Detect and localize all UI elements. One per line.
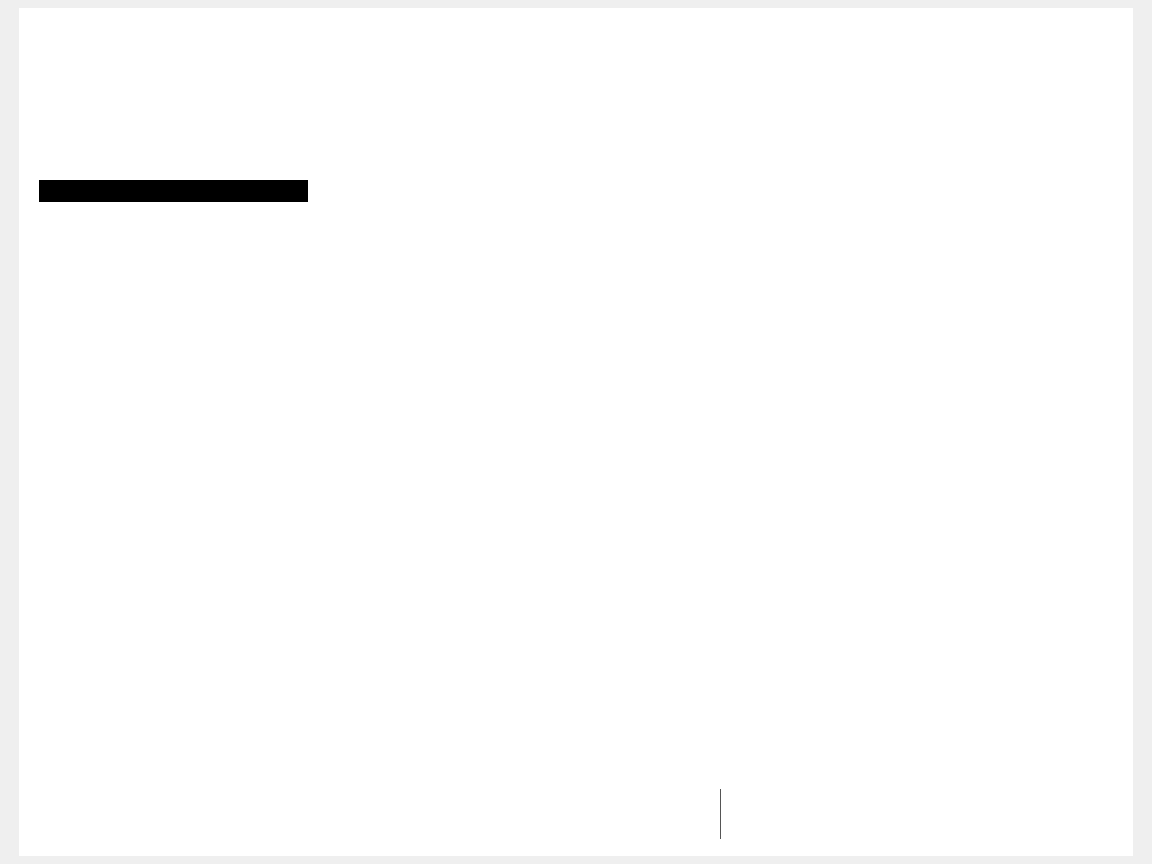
- top-oracle-table: [39, 21, 1103, 179]
- oracle-page: [19, 8, 1133, 856]
- main-oracle-table: [39, 226, 1103, 791]
- oracle-title-bar: [39, 180, 308, 202]
- footer-divider: [720, 789, 721, 839]
